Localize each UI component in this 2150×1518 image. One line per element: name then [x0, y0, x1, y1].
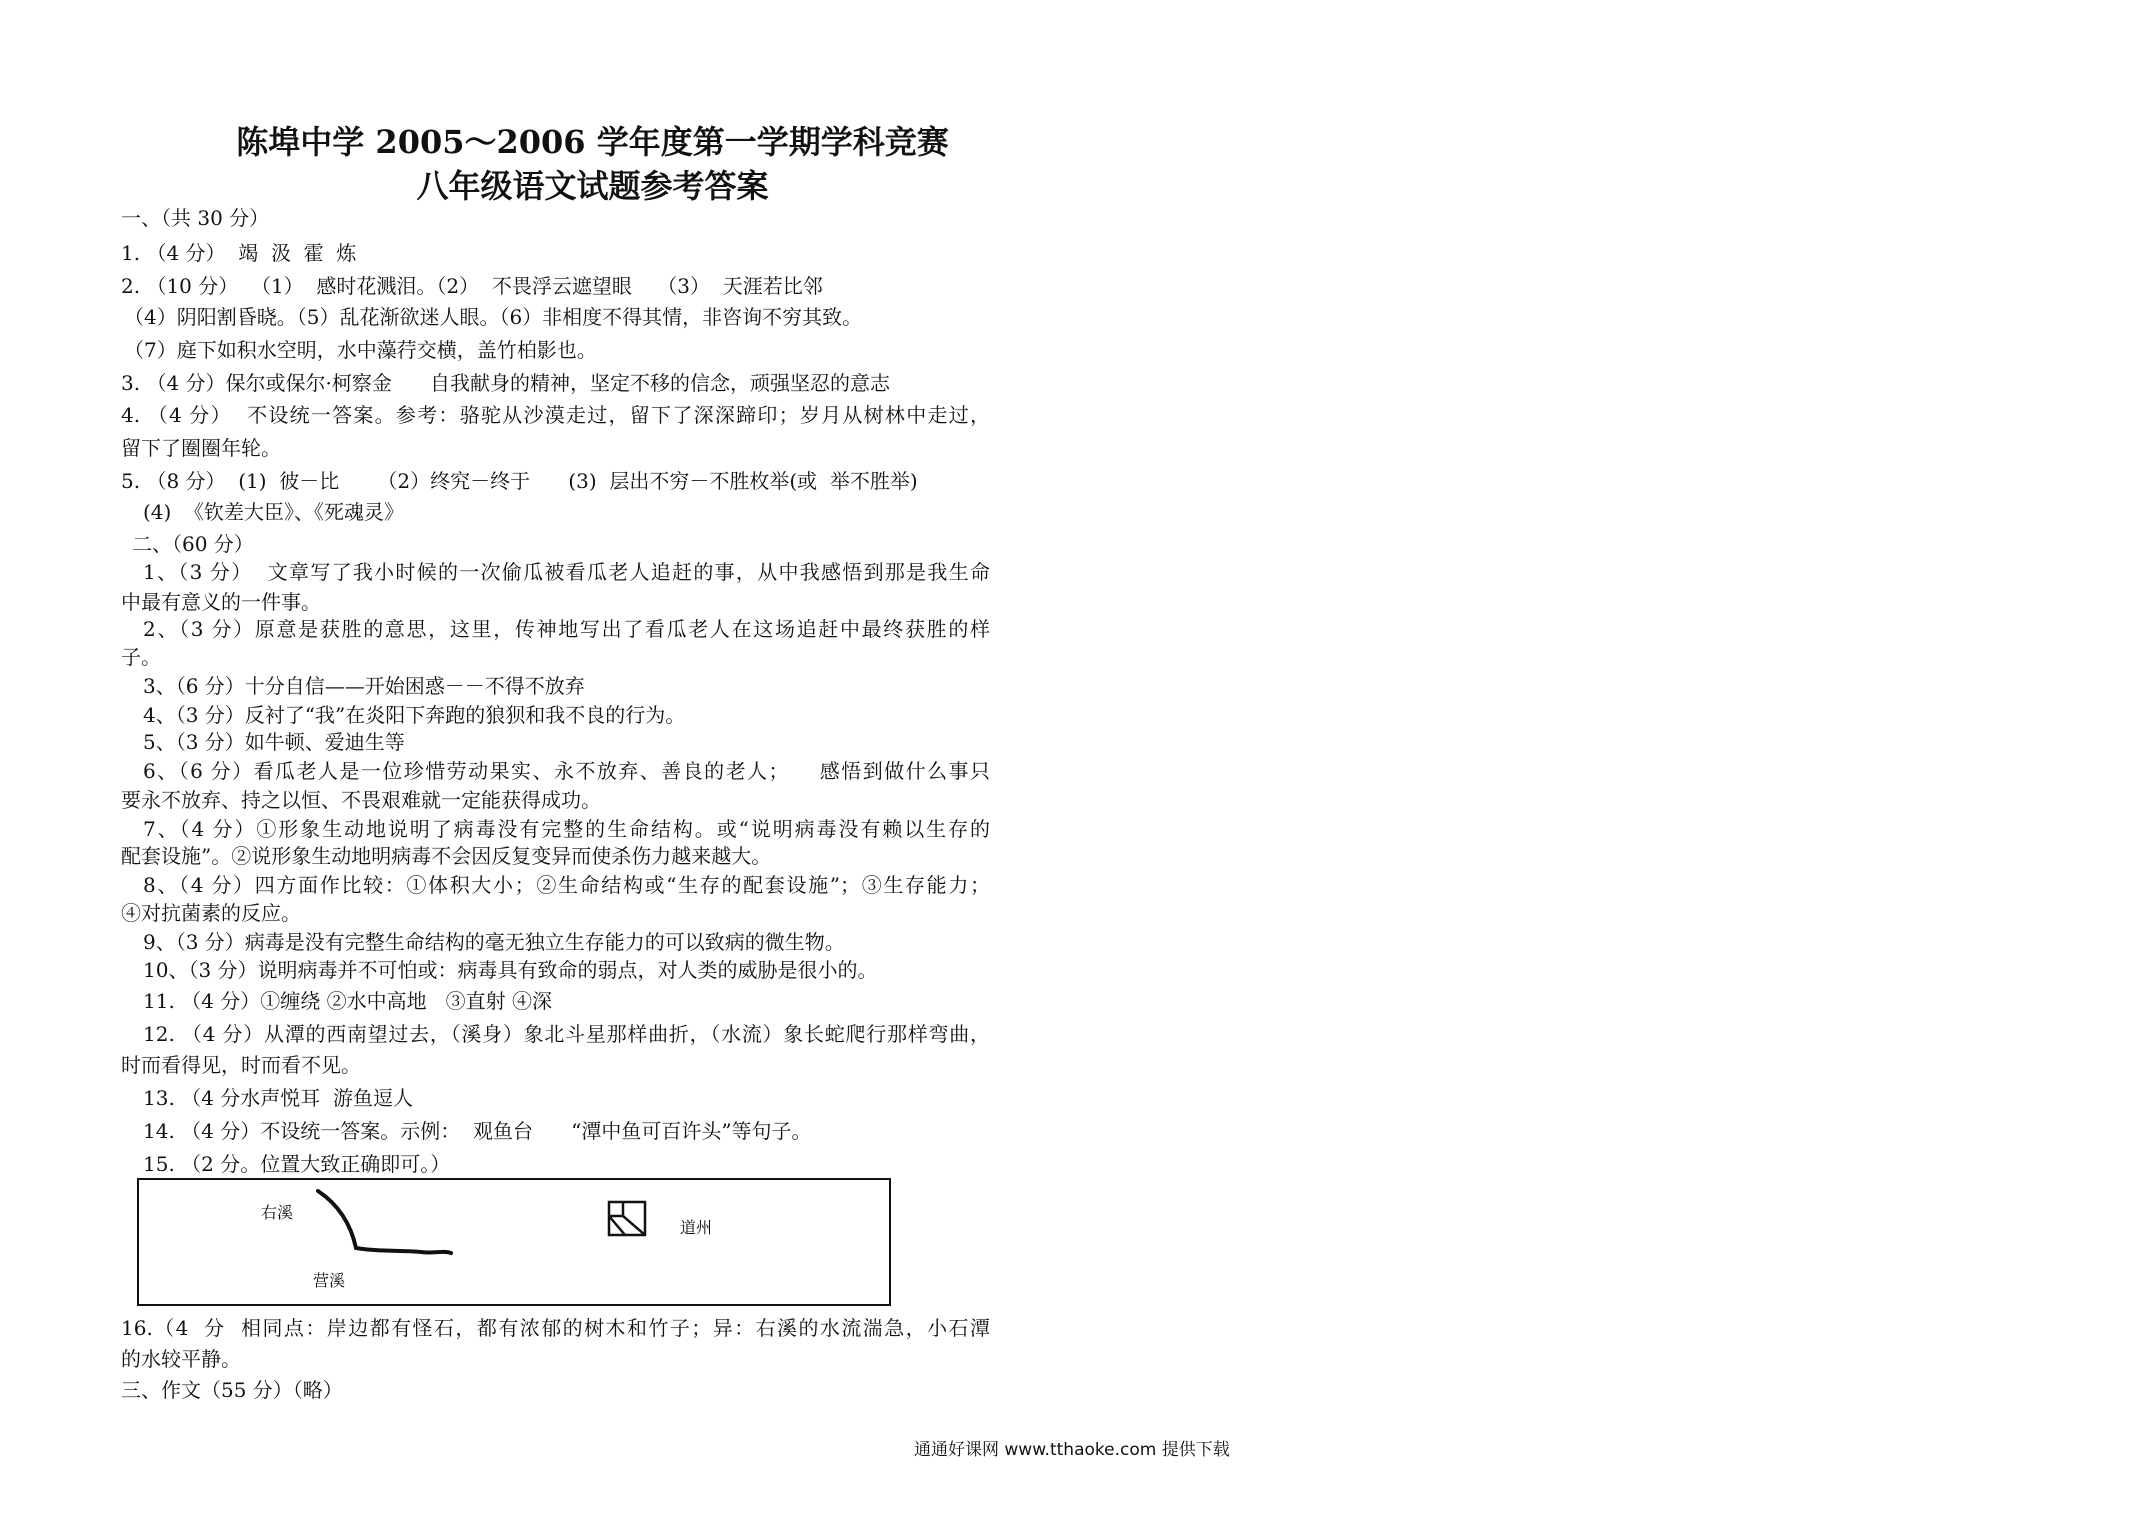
building-icon	[609, 1202, 645, 1235]
answer-line: 3. （4 分）保尔或保尔·柯察金 自我献身的精神，坚定不移的信念，顽强坚忍的意志	[121, 371, 891, 395]
answer-line: 6、（6 分）看瓜老人是一位珍惜劳动果实、永不放弃、善良的老人； 感悟到做什么事只	[143, 759, 990, 783]
answer-line: 10、（3 分）说明病毒并不可怕或：病毒具有致命的弱点，对人类的威胁是很小的。	[143, 958, 878, 982]
map-diagram	[137, 1178, 891, 1306]
answer-line: （4）阴阳割昏晓。（5）乱花渐欲迷人眼。（6）非相度不得其情，非咨询不穷其致。	[124, 305, 863, 329]
answer-line: 14. （4 分）不设统一答案。示例： 观鱼台 “潭中鱼可百许头”等句子。	[143, 1119, 812, 1143]
title-line-2: 八年级语文试题参考答案	[416, 167, 769, 205]
answer-line: 5、（3 分）如牛顿、爱迪生等	[143, 730, 405, 754]
label-daozhou: 道州	[680, 1218, 713, 1237]
answer-line: 子。	[121, 645, 161, 669]
answer-line: 时而看得见，时而看不见。	[121, 1053, 361, 1077]
answer-line: 11. （4 分）①缠绕 ②水中高地 ③直射 ④深	[143, 989, 553, 1013]
answer-line: 留下了圈圈年轮。	[121, 436, 281, 460]
title-line-1: 陈埠中学 2005～2006 学年度第一学期学科竞赛	[236, 123, 949, 161]
answer-line: 二、（60 分）	[132, 532, 254, 556]
answer-line: 2、（3 分）原意是获胜的意思，这里，传神地写出了看瓜老人在这场追赶中最终获胜的样	[143, 617, 990, 641]
answer-line: 一、（共 30 分）	[121, 206, 270, 230]
stream-sketch	[139, 1180, 893, 1308]
answer-line: 要永不放弃、持之以恒、不畏艰难就一定能获得成功。	[121, 788, 601, 812]
answer-line: 12. （4 分）从潭的西南望过去，（溪身）象北斗星那样曲折，（水流）象长蛇爬行那样弯曲，	[143, 1022, 990, 1046]
answer-line: 1、（3 分） 文章写了我小时候的一次偷瓜被看瓜老人追赶的事，从中我感悟到那是我生命	[143, 560, 990, 584]
answer-line: 4、（3 分）反衬了“我”在炎阳下奔跑的狼狈和我不良的行为。	[143, 703, 686, 727]
answer-line: 15. （2 分。位置大致正确即可。）	[143, 1152, 451, 1176]
answer-line: 3、（6 分）十分自信——开始困惑－－不得不放弃	[143, 674, 585, 698]
answer-line: 5. （8 分） (1) 彼－比 （2）终究－终于 (3) 层出不穷－不胜枚举(或 举不胜举)	[121, 469, 918, 493]
answer-line: 16.（4 分 相同点：岸边都有怪石，都有浓郁的树木和竹子；异：右溪的水流湍急，小石潭	[121, 1316, 990, 1340]
answer-line: 13. （4 分水声悦耳 游鱼逗人	[143, 1086, 413, 1110]
answer-line: 2. （10 分） （1） 感时花溅泪。（2） 不畏浮云遮望眼 （3） 天涯若比邻	[121, 274, 823, 298]
answer-line: 7、（4 分）①形象生动地说明了病毒没有完整的生命结构。或“说明病毒没有赖以生存的	[143, 817, 990, 841]
answer-line: 中最有意义的一件事。	[121, 590, 321, 614]
answer-line: 三、作文（55 分）（略）	[121, 1378, 343, 1402]
answer-line: （7）庭下如积水空明，水中藻荇交横，盖竹柏影也。	[124, 338, 597, 362]
answer-line: 8、（4 分）四方面作比较：①体积大小；②生命结构或“生存的配套设施”；③生存能力；	[143, 873, 990, 897]
youxi-stream-line	[318, 1191, 451, 1253]
answer-line: ④对抗菌素的反应。	[121, 901, 301, 925]
answer-line: (4) 《钦差大臣》、《死魂灵》	[143, 500, 405, 524]
answer-line: 9、（3 分）病毒是没有完整生命结构的毫无独立生存能力的可以致病的微生物。	[143, 930, 845, 954]
answer-line: 4. （4 分） 不设统一答案。参考：骆驼从沙漠走过，留下了深深蹄印；岁月从树林中走过，	[121, 403, 990, 427]
footer-credit: 通通好课网 www.tthaoke.com 提供下载	[914, 1440, 1230, 1460]
label-youxi: 右溪	[261, 1203, 294, 1222]
answer-line: 的水较平静。	[121, 1347, 241, 1371]
answer-line: 1. （4 分） 竭 汲 霍 炼	[121, 241, 357, 265]
answer-line: 配套设施”。②说形象生动地明病毒不会因反复变异而使杀伤力越来越大。	[121, 844, 772, 868]
label-yingxi: 营溪	[313, 1271, 346, 1290]
